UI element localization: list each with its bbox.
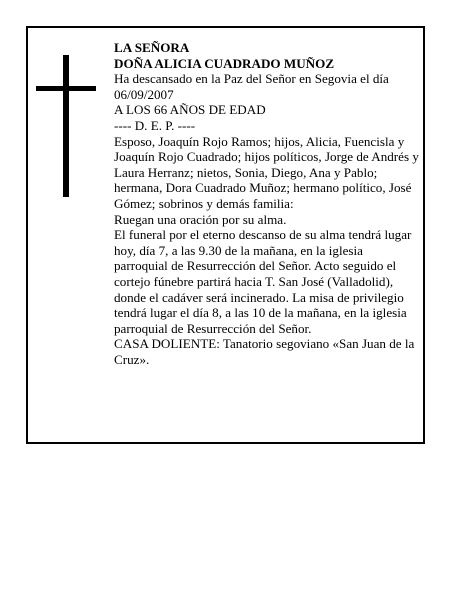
rip-line: ---- D. E. P. ---- <box>114 117 196 133</box>
prayer-request: Ruegan una oración por su alma. <box>114 211 287 227</box>
mourning-house: CASA DOLIENTE: Tanatorio segoviano «San Juan de la Cruz». <box>114 336 415 367</box>
funeral-details: El funeral por el eterno descanso de su alma tendrá lugar hoy, día 7, a las 9.30 de la mañana, en la iglesia parroquial de Resurrección del Señor. Acto seguido el cortejo fúnebre partirá hacia T. San José (Valladolid), donde el cadáver será incinerado. La misa de privilegio tendrá lugar el día 8, a las 10 de la mañana, en la iglesia parroquial de Resurrección del Señor. <box>114 227 412 336</box>
latin-cross-icon <box>36 55 96 197</box>
cross-vertical-bar <box>63 55 69 197</box>
cross-horizontal-bar <box>36 86 96 91</box>
family-list: Esposo, Joaquín Rojo Ramos; hijos, Alicia, Fuencisla y Joaquín Rojo Cuadrado; hijos políticos, Jorge de Andrés y Laura Herranz; nietos, Sonia, Diego, Ana y Pablo; hermana, Dora Cuadrado Muñoz; hermano político, José Gómez; sobrinos y demás familia: <box>114 133 419 211</box>
deceased-name: DOÑA ALICIA CUADRADO MUÑOZ <box>114 55 335 71</box>
age-line: A LOS 66 AÑOS DE EDAD <box>114 102 266 118</box>
death-statement: Ha descansado en la Paz del Señor en Segovia el día 06/09/2007 <box>114 71 389 102</box>
obituary-text <box>114 40 420 367</box>
honorific: LA SEÑORA <box>114 40 190 55</box>
